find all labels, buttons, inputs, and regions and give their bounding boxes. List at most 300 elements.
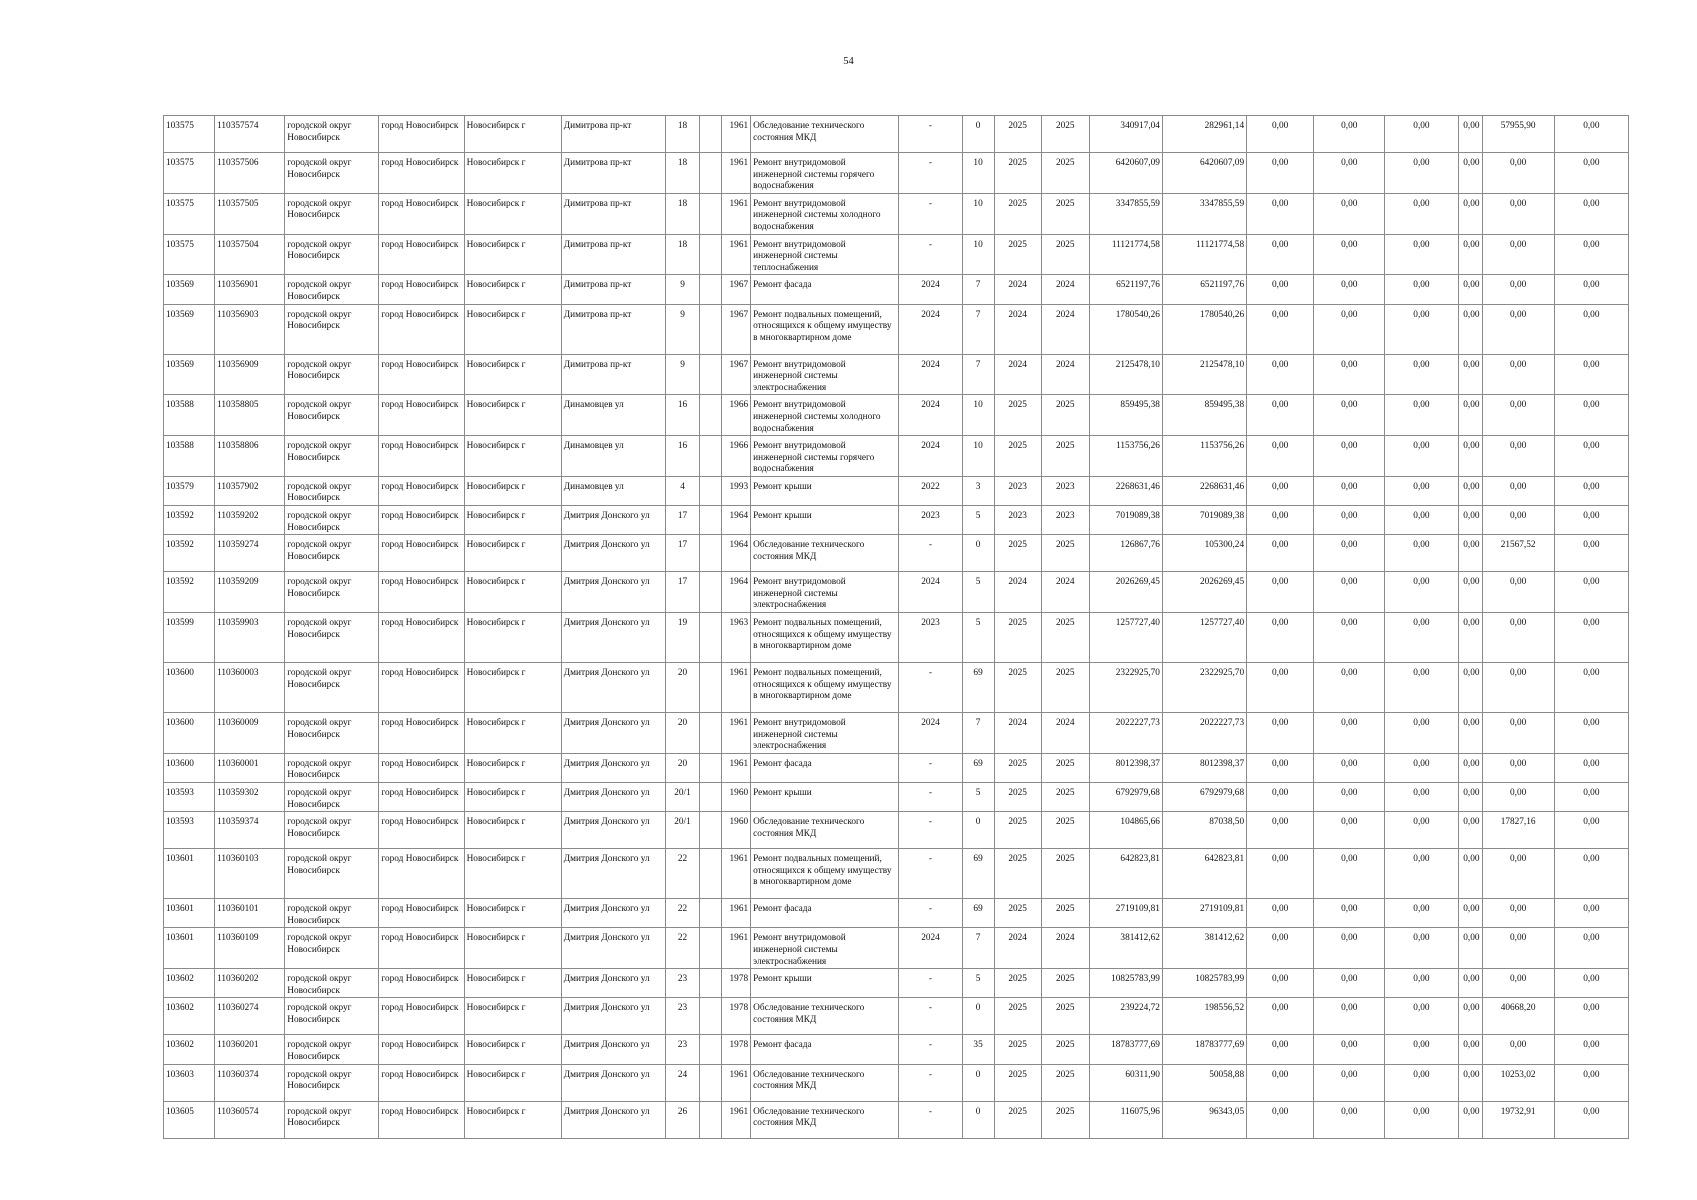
cell-building-block bbox=[700, 506, 722, 535]
cell-subsidy-federal: 0,00 bbox=[1247, 928, 1314, 969]
cell-planned-year: - bbox=[899, 153, 962, 194]
cell-other-funds: 40668,20 bbox=[1482, 998, 1554, 1035]
cell-locality: Новосибирск г bbox=[464, 713, 561, 754]
cell-planned-year: - bbox=[899, 1035, 962, 1064]
cell-end-year: 2024 bbox=[1041, 713, 1089, 754]
cell-extra-funds: 0,00 bbox=[1554, 506, 1628, 535]
cell-settlement: город Новосибирск bbox=[379, 275, 464, 304]
cell-total-cost: 1257727,40 bbox=[1089, 613, 1162, 663]
cell-extra-funds: 0,00 bbox=[1554, 275, 1628, 304]
table-row bbox=[164, 663, 1629, 713]
cell-municipal-district: городской округ Новосибирск bbox=[285, 354, 379, 395]
cell-work-type: Ремонт внутридомовой инженерной системы холодного водоснабжения bbox=[751, 193, 899, 234]
cell-start-year: 2025 bbox=[994, 613, 1041, 663]
cell-extra-funds: 0,00 bbox=[1554, 193, 1628, 234]
cell-extra-funds: 0,00 bbox=[1554, 1064, 1628, 1101]
cell-total-cost: 2026269,45 bbox=[1089, 572, 1162, 613]
cell-wear-percent: 0 bbox=[962, 812, 994, 849]
cell-start-year: 2025 bbox=[994, 663, 1041, 713]
cell-owner-funds: 0,00 bbox=[1458, 506, 1482, 535]
cell-work-id: 110357504 bbox=[215, 234, 285, 275]
cell-work-id: 110359274 bbox=[215, 535, 285, 572]
cell-fund-cost: 87038,50 bbox=[1162, 812, 1246, 849]
cell-wear-percent: 69 bbox=[962, 899, 994, 928]
cell-work-id: 110360574 bbox=[215, 1101, 285, 1138]
table-row bbox=[164, 275, 1629, 304]
cell-start-year: 2025 bbox=[994, 193, 1041, 234]
cell-wear-percent: 7 bbox=[962, 304, 994, 354]
cell-fund-cost: 11121774,58 bbox=[1162, 234, 1246, 275]
cell-subsidy-regional: 0,00 bbox=[1314, 783, 1385, 812]
cell-municipal-district: городской округ Новосибирск bbox=[285, 116, 379, 153]
cell-house-number: 23 bbox=[665, 998, 699, 1035]
cell-settlement: город Новосибирск bbox=[379, 354, 464, 395]
cell-owner-funds: 0,00 bbox=[1458, 535, 1482, 572]
cell-subsidy-regional: 0,00 bbox=[1314, 812, 1385, 849]
cell-house-number: 9 bbox=[665, 275, 699, 304]
cell-fund-cost: 2125478,10 bbox=[1162, 354, 1246, 395]
cell-planned-year: - bbox=[899, 783, 962, 812]
cell-start-year: 2025 bbox=[994, 969, 1041, 998]
cell-other-funds: 0,00 bbox=[1482, 234, 1554, 275]
cell-wear-percent: 69 bbox=[962, 849, 994, 899]
cell-owner-funds: 0,00 bbox=[1458, 153, 1482, 194]
cell-building-block bbox=[700, 1064, 722, 1101]
cell-locality: Новосибирск г bbox=[464, 506, 561, 535]
cell-municipal-district: городской округ Новосибирск bbox=[285, 275, 379, 304]
cell-house-number: 19 bbox=[665, 613, 699, 663]
cell-planned-year: - bbox=[899, 998, 962, 1035]
cell-fund-cost: 2022227,73 bbox=[1162, 713, 1246, 754]
cell-extra-funds: 0,00 bbox=[1554, 572, 1628, 613]
cell-object-id: 103569 bbox=[164, 304, 215, 354]
cell-object-id: 103599 bbox=[164, 613, 215, 663]
cell-owner-funds: 0,00 bbox=[1458, 899, 1482, 928]
cell-wear-percent: 0 bbox=[962, 1064, 994, 1101]
cell-work-id: 110356903 bbox=[215, 304, 285, 354]
cell-start-year: 2025 bbox=[994, 753, 1041, 782]
cell-subsidy-local: 0,00 bbox=[1385, 535, 1458, 572]
cell-wear-percent: 3 bbox=[962, 476, 994, 505]
cell-subsidy-local: 0,00 bbox=[1385, 928, 1458, 969]
cell-other-funds: 0,00 bbox=[1482, 613, 1554, 663]
cell-fund-cost: 1153756,26 bbox=[1162, 436, 1246, 477]
table-row bbox=[164, 395, 1629, 436]
cell-construction-year: 1966 bbox=[722, 395, 751, 436]
cell-total-cost: 8012398,37 bbox=[1089, 753, 1162, 782]
cell-building-block bbox=[700, 613, 722, 663]
cell-work-type: Ремонт крыши bbox=[751, 476, 899, 505]
cell-planned-year: - bbox=[899, 812, 962, 849]
cell-end-year: 2025 bbox=[1041, 849, 1089, 899]
cell-subsidy-local: 0,00 bbox=[1385, 969, 1458, 998]
cell-municipal-district: городской округ Новосибирск bbox=[285, 849, 379, 899]
cell-wear-percent: 10 bbox=[962, 436, 994, 477]
cell-planned-year: 2024 bbox=[899, 304, 962, 354]
cell-owner-funds: 0,00 bbox=[1458, 613, 1482, 663]
cell-street: Дмитрия Донского ул bbox=[561, 928, 665, 969]
cell-object-id: 103575 bbox=[164, 193, 215, 234]
cell-fund-cost: 2322925,70 bbox=[1162, 663, 1246, 713]
cell-start-year: 2024 bbox=[994, 354, 1041, 395]
cell-fund-cost: 6792979,68 bbox=[1162, 783, 1246, 812]
cell-object-id: 103601 bbox=[164, 899, 215, 928]
cell-extra-funds: 0,00 bbox=[1554, 1101, 1628, 1138]
table-row bbox=[164, 535, 1629, 572]
cell-total-cost: 340917,04 bbox=[1089, 116, 1162, 153]
cell-settlement: город Новосибирск bbox=[379, 436, 464, 477]
cell-street: Дмитрия Донского ул bbox=[561, 613, 665, 663]
cell-municipal-district: городской округ Новосибирск bbox=[285, 713, 379, 754]
cell-planned-year: - bbox=[899, 899, 962, 928]
cell-extra-funds: 0,00 bbox=[1554, 116, 1628, 153]
cell-owner-funds: 0,00 bbox=[1458, 783, 1482, 812]
cell-settlement: город Новосибирск bbox=[379, 928, 464, 969]
cell-subsidy-local: 0,00 bbox=[1385, 354, 1458, 395]
cell-municipal-district: городской округ Новосибирск bbox=[285, 928, 379, 969]
cell-construction-year: 1961 bbox=[722, 1101, 751, 1138]
cell-planned-year: 2024 bbox=[899, 354, 962, 395]
table-row bbox=[164, 1101, 1629, 1138]
cell-subsidy-regional: 0,00 bbox=[1314, 234, 1385, 275]
cell-street: Димитрова пр-кт bbox=[561, 234, 665, 275]
cell-construction-year: 1961 bbox=[722, 713, 751, 754]
cell-subsidy-local: 0,00 bbox=[1385, 753, 1458, 782]
cell-other-funds: 0,00 bbox=[1482, 304, 1554, 354]
cell-wear-percent: 5 bbox=[962, 572, 994, 613]
cell-planned-year: 2024 bbox=[899, 436, 962, 477]
cell-municipal-district: городской округ Новосибирск bbox=[285, 436, 379, 477]
cell-building-block bbox=[700, 153, 722, 194]
cell-fund-cost: 7019089,38 bbox=[1162, 506, 1246, 535]
cell-street: Дмитрия Донского ул bbox=[561, 1035, 665, 1064]
cell-object-id: 103592 bbox=[164, 535, 215, 572]
cell-locality: Новосибирск г bbox=[464, 663, 561, 713]
table-row bbox=[164, 812, 1629, 849]
cell-construction-year: 1966 bbox=[722, 436, 751, 477]
cell-subsidy-local: 0,00 bbox=[1385, 613, 1458, 663]
cell-object-id: 103592 bbox=[164, 572, 215, 613]
cell-settlement: город Новосибирск bbox=[379, 476, 464, 505]
cell-building-block bbox=[700, 969, 722, 998]
cell-object-id: 103579 bbox=[164, 476, 215, 505]
table-row bbox=[164, 116, 1629, 153]
cell-end-year: 2025 bbox=[1041, 812, 1089, 849]
cell-total-cost: 7019089,38 bbox=[1089, 506, 1162, 535]
cell-settlement: город Новосибирск bbox=[379, 753, 464, 782]
cell-extra-funds: 0,00 bbox=[1554, 153, 1628, 194]
cell-construction-year: 1967 bbox=[722, 354, 751, 395]
cell-other-funds: 0,00 bbox=[1482, 153, 1554, 194]
cell-street: Дмитрия Донского ул bbox=[561, 1101, 665, 1138]
cell-wear-percent: 69 bbox=[962, 753, 994, 782]
cell-subsidy-federal: 0,00 bbox=[1247, 153, 1314, 194]
cell-settlement: город Новосибирск bbox=[379, 1064, 464, 1101]
cell-work-type: Ремонт внутридомовой инженерной системы горячего водоснабжения bbox=[751, 436, 899, 477]
cell-extra-funds: 0,00 bbox=[1554, 812, 1628, 849]
cell-work-id: 110359202 bbox=[215, 506, 285, 535]
cell-house-number: 17 bbox=[665, 572, 699, 613]
cell-settlement: город Новосибирск bbox=[379, 116, 464, 153]
cell-building-block bbox=[700, 572, 722, 613]
cell-construction-year: 1963 bbox=[722, 613, 751, 663]
cell-extra-funds: 0,00 bbox=[1554, 304, 1628, 354]
cell-street: Дмитрия Донского ул bbox=[561, 969, 665, 998]
cell-construction-year: 1961 bbox=[722, 899, 751, 928]
cell-subsidy-federal: 0,00 bbox=[1247, 395, 1314, 436]
table-row bbox=[164, 1064, 1629, 1101]
cell-start-year: 2025 bbox=[994, 899, 1041, 928]
cell-end-year: 2025 bbox=[1041, 535, 1089, 572]
cell-other-funds: 0,00 bbox=[1482, 753, 1554, 782]
cell-building-block bbox=[700, 998, 722, 1035]
cell-work-type: Ремонт внутридомовой инженерной системы электроснабжения bbox=[751, 713, 899, 754]
cell-end-year: 2025 bbox=[1041, 613, 1089, 663]
cell-house-number: 4 bbox=[665, 476, 699, 505]
cell-construction-year: 1961 bbox=[722, 849, 751, 899]
cell-planned-year: 2023 bbox=[899, 506, 962, 535]
cell-planned-year: 2022 bbox=[899, 476, 962, 505]
cell-object-id: 103575 bbox=[164, 234, 215, 275]
cell-planned-year: 2023 bbox=[899, 613, 962, 663]
cell-settlement: город Новосибирск bbox=[379, 613, 464, 663]
cell-other-funds: 0,00 bbox=[1482, 476, 1554, 505]
cell-subsidy-regional: 0,00 bbox=[1314, 753, 1385, 782]
cell-subsidy-local: 0,00 bbox=[1385, 998, 1458, 1035]
cell-work-type: Ремонт подвальных помещений, относящихся к общему имуществу в многоквартирном доме bbox=[751, 849, 899, 899]
cell-subsidy-federal: 0,00 bbox=[1247, 354, 1314, 395]
cell-subsidy-federal: 0,00 bbox=[1247, 116, 1314, 153]
cell-end-year: 2025 bbox=[1041, 753, 1089, 782]
cell-street: Динамовцев ул bbox=[561, 436, 665, 477]
cell-locality: Новосибирск г bbox=[464, 354, 561, 395]
cell-work-id: 110360202 bbox=[215, 969, 285, 998]
cell-house-number: 26 bbox=[665, 1101, 699, 1138]
cell-work-type: Обследование технического состояния МКД bbox=[751, 812, 899, 849]
cell-construction-year: 1961 bbox=[722, 1064, 751, 1101]
cell-subsidy-federal: 0,00 bbox=[1247, 783, 1314, 812]
cell-start-year: 2025 bbox=[994, 153, 1041, 194]
cell-start-year: 2025 bbox=[994, 436, 1041, 477]
cell-wear-percent: 7 bbox=[962, 713, 994, 754]
cell-settlement: город Новосибирск bbox=[379, 812, 464, 849]
cell-municipal-district: городской округ Новосибирск bbox=[285, 899, 379, 928]
cell-building-block bbox=[700, 234, 722, 275]
cell-subsidy-federal: 0,00 bbox=[1247, 899, 1314, 928]
cell-work-id: 110357505 bbox=[215, 193, 285, 234]
cell-work-id: 110360009 bbox=[215, 713, 285, 754]
cell-fund-cost: 18783777,69 bbox=[1162, 1035, 1246, 1064]
cell-subsidy-regional: 0,00 bbox=[1314, 899, 1385, 928]
cell-end-year: 2025 bbox=[1041, 783, 1089, 812]
cell-wear-percent: 5 bbox=[962, 783, 994, 812]
cell-start-year: 2025 bbox=[994, 395, 1041, 436]
cell-total-cost: 642823,81 bbox=[1089, 849, 1162, 899]
cell-house-number: 20 bbox=[665, 753, 699, 782]
cell-settlement: город Новосибирск bbox=[379, 783, 464, 812]
cell-total-cost: 2719109,81 bbox=[1089, 899, 1162, 928]
cell-house-number: 18 bbox=[665, 116, 699, 153]
cell-locality: Новосибирск г bbox=[464, 1064, 561, 1101]
cell-subsidy-local: 0,00 bbox=[1385, 275, 1458, 304]
cell-subsidy-regional: 0,00 bbox=[1314, 1064, 1385, 1101]
cell-work-type: Обследование технического состояния МКД bbox=[751, 116, 899, 153]
cell-subsidy-regional: 0,00 bbox=[1314, 436, 1385, 477]
cell-municipal-district: городской округ Новосибирск bbox=[285, 753, 379, 782]
cell-settlement: город Новосибирск bbox=[379, 969, 464, 998]
cell-end-year: 2024 bbox=[1041, 572, 1089, 613]
cell-subsidy-regional: 0,00 bbox=[1314, 304, 1385, 354]
cell-street: Димитрова пр-кт bbox=[561, 304, 665, 354]
cell-object-id: 103600 bbox=[164, 753, 215, 782]
cell-subsidy-local: 0,00 bbox=[1385, 713, 1458, 754]
cell-object-id: 103593 bbox=[164, 783, 215, 812]
cell-locality: Новосибирск г bbox=[464, 116, 561, 153]
cell-work-id: 110360374 bbox=[215, 1064, 285, 1101]
cell-total-cost: 1153756,26 bbox=[1089, 436, 1162, 477]
cell-subsidy-federal: 0,00 bbox=[1247, 663, 1314, 713]
cell-extra-funds: 0,00 bbox=[1554, 436, 1628, 477]
cell-end-year: 2025 bbox=[1041, 1035, 1089, 1064]
cell-planned-year: - bbox=[899, 1101, 962, 1138]
cell-locality: Новосибирск г bbox=[464, 899, 561, 928]
cell-wear-percent: 5 bbox=[962, 613, 994, 663]
cell-total-cost: 126867,76 bbox=[1089, 535, 1162, 572]
cell-house-number: 24 bbox=[665, 1064, 699, 1101]
cell-fund-cost: 282961,14 bbox=[1162, 116, 1246, 153]
cell-subsidy-local: 0,00 bbox=[1385, 572, 1458, 613]
cell-other-funds: 0,00 bbox=[1482, 193, 1554, 234]
cell-municipal-district: городской округ Новосибирск bbox=[285, 969, 379, 998]
cell-fund-cost: 6420607,09 bbox=[1162, 153, 1246, 194]
cell-subsidy-regional: 0,00 bbox=[1314, 153, 1385, 194]
cell-planned-year: - bbox=[899, 1064, 962, 1101]
cell-building-block bbox=[700, 535, 722, 572]
cell-house-number: 23 bbox=[665, 969, 699, 998]
cell-street: Дмитрия Донского ул bbox=[561, 812, 665, 849]
cell-house-number: 18 bbox=[665, 193, 699, 234]
cell-street: Дмитрия Донского ул bbox=[561, 506, 665, 535]
cell-municipal-district: городской округ Новосибирск bbox=[285, 535, 379, 572]
cell-construction-year: 1961 bbox=[722, 928, 751, 969]
cell-settlement: город Новосибирск bbox=[379, 506, 464, 535]
cell-work-type: Ремонт фасада bbox=[751, 753, 899, 782]
cell-work-type: Ремонт фасада bbox=[751, 899, 899, 928]
cell-owner-funds: 0,00 bbox=[1458, 572, 1482, 613]
cell-municipal-district: городской округ Новосибирск bbox=[285, 234, 379, 275]
cell-house-number: 9 bbox=[665, 354, 699, 395]
cell-object-id: 103575 bbox=[164, 153, 215, 194]
cell-other-funds: 0,00 bbox=[1482, 506, 1554, 535]
cell-subsidy-federal: 0,00 bbox=[1247, 812, 1314, 849]
cell-building-block bbox=[700, 713, 722, 754]
cell-subsidy-federal: 0,00 bbox=[1247, 613, 1314, 663]
cell-work-type: Ремонт внутридомовой инженерной системы холодного водоснабжения bbox=[751, 395, 899, 436]
cell-work-type: Ремонт внутридомовой инженерной системы электроснабжения bbox=[751, 928, 899, 969]
cell-work-id: 110360274 bbox=[215, 998, 285, 1035]
cell-street: Дмитрия Донского ул bbox=[561, 849, 665, 899]
table-row bbox=[164, 304, 1629, 354]
table-row bbox=[164, 969, 1629, 998]
cell-start-year: 2023 bbox=[994, 476, 1041, 505]
cell-total-cost: 6792979,68 bbox=[1089, 783, 1162, 812]
cell-fund-cost: 381412,62 bbox=[1162, 928, 1246, 969]
cell-subsidy-local: 0,00 bbox=[1385, 304, 1458, 354]
cell-other-funds: 19732,91 bbox=[1482, 1101, 1554, 1138]
cell-total-cost: 239224,72 bbox=[1089, 998, 1162, 1035]
cell-subsidy-local: 0,00 bbox=[1385, 1035, 1458, 1064]
cell-planned-year: 2024 bbox=[899, 572, 962, 613]
cell-other-funds: 0,00 bbox=[1482, 354, 1554, 395]
cell-construction-year: 1960 bbox=[722, 812, 751, 849]
cell-start-year: 2025 bbox=[994, 783, 1041, 812]
cell-end-year: 2025 bbox=[1041, 899, 1089, 928]
cell-other-funds: 0,00 bbox=[1482, 436, 1554, 477]
cell-construction-year: 1964 bbox=[722, 535, 751, 572]
cell-building-block bbox=[700, 753, 722, 782]
cell-start-year: 2025 bbox=[994, 116, 1041, 153]
cell-start-year: 2025 bbox=[994, 1035, 1041, 1064]
cell-building-block bbox=[700, 928, 722, 969]
cell-work-type: Ремонт подвальных помещений, относящихся к общему имуществу в многоквартирном доме bbox=[751, 304, 899, 354]
cell-work-id: 110359374 bbox=[215, 812, 285, 849]
cell-subsidy-regional: 0,00 bbox=[1314, 713, 1385, 754]
table-row bbox=[164, 998, 1629, 1035]
cell-work-type: Ремонт крыши bbox=[751, 506, 899, 535]
cell-wear-percent: 7 bbox=[962, 928, 994, 969]
cell-object-id: 103575 bbox=[164, 116, 215, 153]
cell-total-cost: 859495,38 bbox=[1089, 395, 1162, 436]
cell-house-number: 20/1 bbox=[665, 812, 699, 849]
cell-planned-year: 2024 bbox=[899, 395, 962, 436]
cell-municipal-district: городской округ Новосибирск bbox=[285, 153, 379, 194]
cell-settlement: город Новосибирск bbox=[379, 849, 464, 899]
cell-wear-percent: 7 bbox=[962, 275, 994, 304]
cell-other-funds: 0,00 bbox=[1482, 783, 1554, 812]
cell-start-year: 2024 bbox=[994, 713, 1041, 754]
cell-total-cost: 18783777,69 bbox=[1089, 1035, 1162, 1064]
cell-subsidy-federal: 0,00 bbox=[1247, 969, 1314, 998]
cell-planned-year: - bbox=[899, 663, 962, 713]
cell-building-block bbox=[700, 275, 722, 304]
cell-subsidy-local: 0,00 bbox=[1385, 395, 1458, 436]
cell-wear-percent: 10 bbox=[962, 153, 994, 194]
cell-settlement: город Новосибирск bbox=[379, 535, 464, 572]
cell-object-id: 103569 bbox=[164, 275, 215, 304]
cell-work-type: Ремонт крыши bbox=[751, 969, 899, 998]
cell-start-year: 2025 bbox=[994, 1064, 1041, 1101]
cell-end-year: 2023 bbox=[1041, 506, 1089, 535]
cell-locality: Новосибирск г bbox=[464, 395, 561, 436]
cell-work-id: 110357574 bbox=[215, 116, 285, 153]
table-row bbox=[164, 713, 1629, 754]
cell-total-cost: 10825783,99 bbox=[1089, 969, 1162, 998]
cell-owner-funds: 0,00 bbox=[1458, 476, 1482, 505]
cell-subsidy-federal: 0,00 bbox=[1247, 193, 1314, 234]
cell-street: Дмитрия Донского ул bbox=[561, 753, 665, 782]
cell-subsidy-regional: 0,00 bbox=[1314, 116, 1385, 153]
cell-object-id: 103602 bbox=[164, 1035, 215, 1064]
cell-planned-year: - bbox=[899, 753, 962, 782]
cell-extra-funds: 0,00 bbox=[1554, 998, 1628, 1035]
cell-owner-funds: 0,00 bbox=[1458, 663, 1482, 713]
cell-locality: Новосибирск г bbox=[464, 234, 561, 275]
cell-end-year: 2025 bbox=[1041, 153, 1089, 194]
cell-other-funds: 0,00 bbox=[1482, 969, 1554, 998]
page-number: 54 bbox=[843, 56, 854, 67]
cell-subsidy-regional: 0,00 bbox=[1314, 663, 1385, 713]
cell-municipal-district: городской округ Новосибирск bbox=[285, 304, 379, 354]
